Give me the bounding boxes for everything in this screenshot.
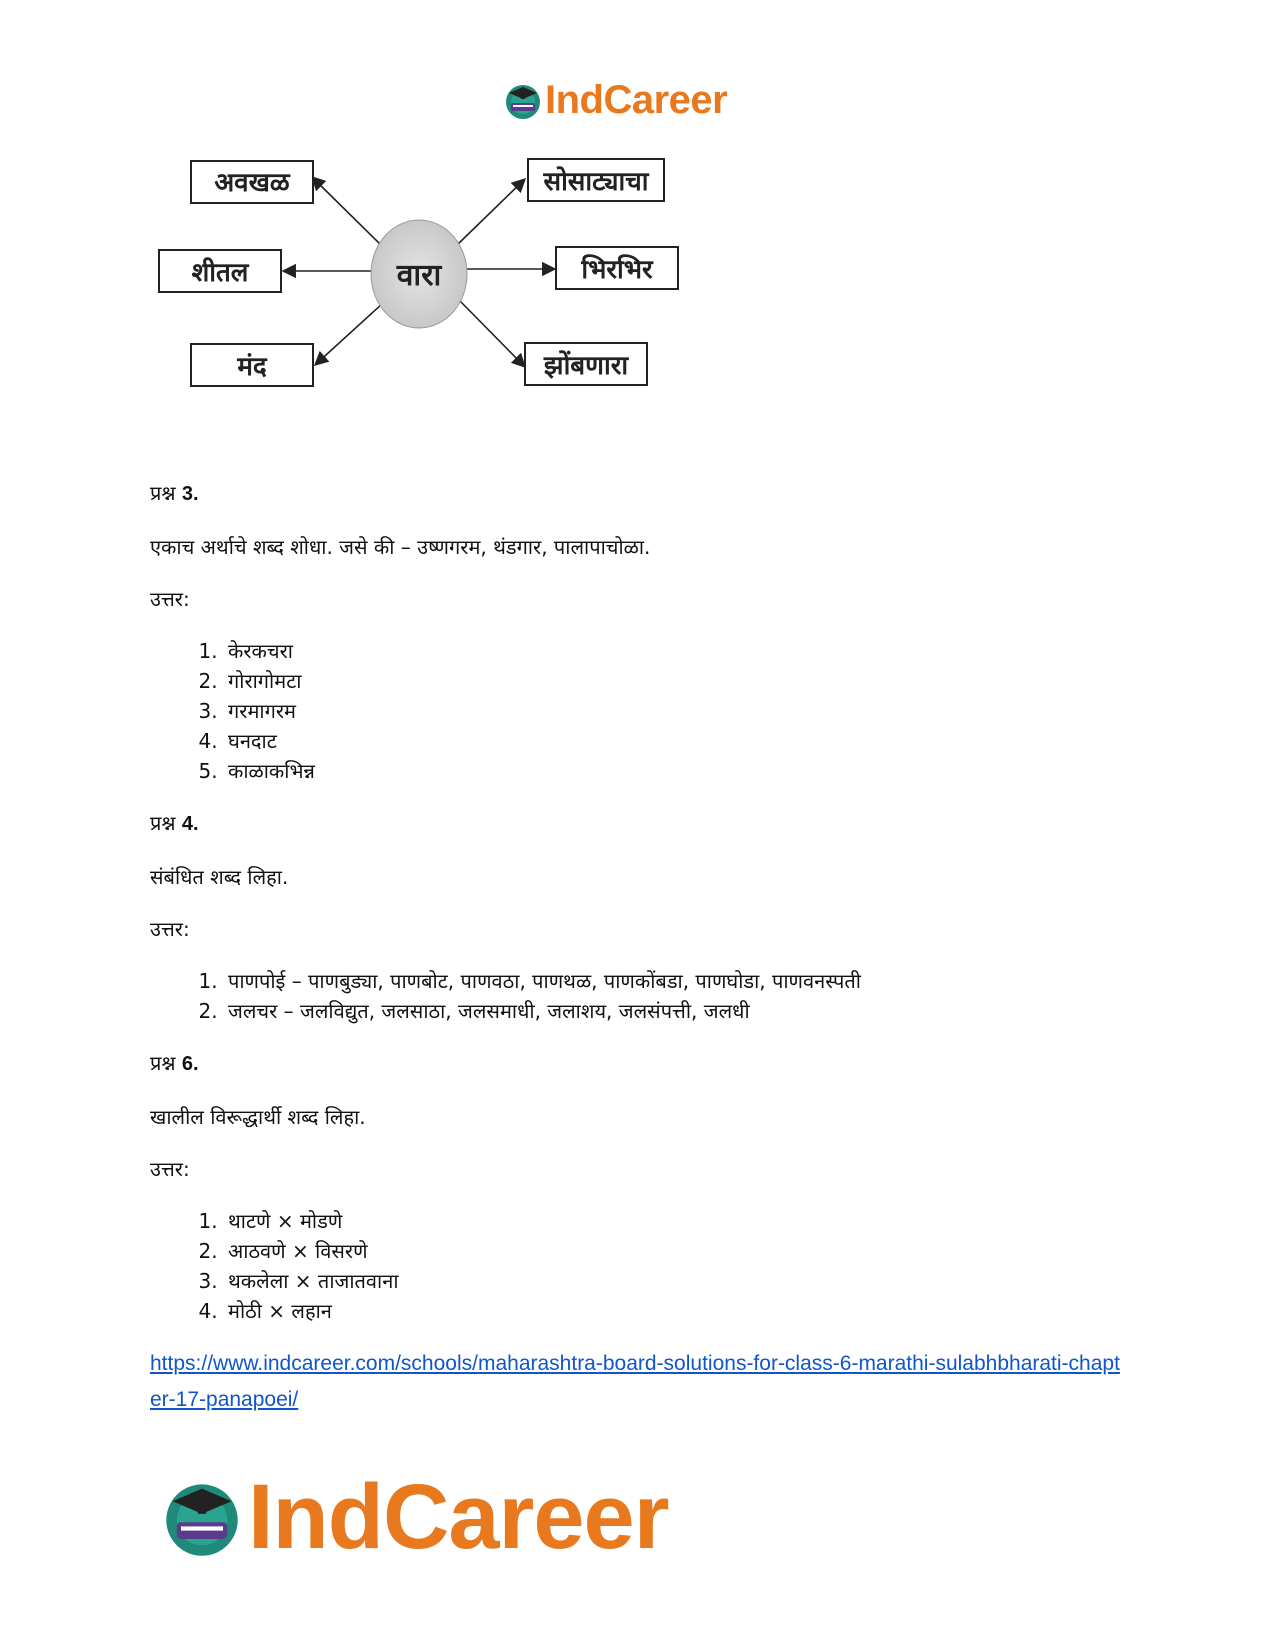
word-box-mid-left	[159, 250, 281, 292]
list-item: 4. घनदाट	[224, 726, 1150, 756]
word-mid-right: भिरभिर	[581, 255, 653, 285]
list-item: 1. थाटणे × मोडणे	[224, 1206, 1150, 1236]
word-box-bottom-right	[525, 343, 647, 385]
word-top-left: अवखळ	[214, 168, 290, 198]
center-node	[371, 220, 467, 328]
indcareer-logo-bottom	[160, 1465, 669, 1570]
answer-label: उत्तर:	[150, 917, 190, 941]
word-box-top-right	[528, 159, 664, 201]
question-6-heading	[150, 1048, 1150, 1079]
brand-wordmark: IndCareer	[248, 1466, 669, 1568]
question-3-heading	[150, 478, 1150, 509]
answer-list-q3	[150, 636, 1150, 786]
graduation-cap-book-icon	[503, 81, 543, 121]
center-label: वारा	[396, 258, 442, 293]
word-box-top-left	[191, 161, 313, 203]
list-item: 2. आठवणे × विसरणे	[224, 1236, 1150, 1266]
indcareer-logo-top	[503, 78, 727, 123]
question-4-heading	[150, 808, 1150, 839]
question-prefix: प्रश्न	[150, 481, 176, 505]
question-number: 6.	[181, 1053, 199, 1075]
question-3-text: एकाच अर्थाचे शब्द शोधा. जसे की – उष्णगरम, थंडगार, पालापाचोळा.	[150, 535, 651, 559]
list-item: 4. मोठी × लहान	[224, 1296, 1150, 1326]
source-link[interactable]: https://www.indcareer.com/schools/maharashtra-board-solutions-for-class-6-marathi-sulabhbharati-chapter-17-panapoei/	[150, 1352, 1120, 1411]
list-item: 2. जलचर – जलविद्युत, जलसाठा, जलसमाधी, जलाशय, जलसंपत्ती, जलधी	[224, 996, 1150, 1026]
word-top-right: सोसाट्याचा	[543, 167, 649, 197]
question-prefix: प्रश्न	[150, 811, 176, 835]
list-item: 1. केरकचरा	[224, 636, 1150, 666]
source-link-container	[150, 1346, 1130, 1418]
answer-label: उत्तर:	[150, 587, 190, 611]
answer-list-q6	[150, 1206, 1150, 1326]
word-mid-left: शीतल	[191, 258, 249, 288]
word-bottom-right: झोंबणारा	[543, 351, 629, 381]
word-web-diagram	[155, 155, 715, 415]
list-item: 3. गरमागरम	[224, 696, 1150, 726]
question-4-text: संबंधित शब्द लिहा.	[150, 865, 289, 889]
answer-list-q4	[150, 966, 1150, 1026]
word-box-bottom-left	[191, 344, 313, 386]
list-item: 3. थकलेला × ताजातवाना	[224, 1266, 1150, 1296]
question-prefix: प्रश्न	[150, 1051, 176, 1075]
question-number: 3.	[181, 483, 199, 505]
graduation-cap-book-icon	[160, 1476, 244, 1560]
word-box-mid-right	[556, 247, 678, 289]
answer-label: उत्तर:	[150, 1157, 190, 1181]
word-bottom-left: मंद	[237, 352, 267, 382]
list-item: 2. गोरागोमटा	[224, 666, 1150, 696]
list-item: 5. काळाकभिन्न	[224, 756, 1150, 786]
question-number: 4.	[181, 813, 199, 835]
document-body	[150, 478, 1150, 1418]
brand-wordmark: IndCareer	[545, 78, 728, 122]
list-item: 1. पाणपोई – पाणबुड्या, पाणबोट, पाणवठा, पाणथळ, पाणकोंबडा, पाणघोडा, पाणवनस्पती	[224, 966, 1150, 996]
question-6-text: खालील विरूद्धार्थी शब्द लिहा.	[150, 1105, 366, 1129]
